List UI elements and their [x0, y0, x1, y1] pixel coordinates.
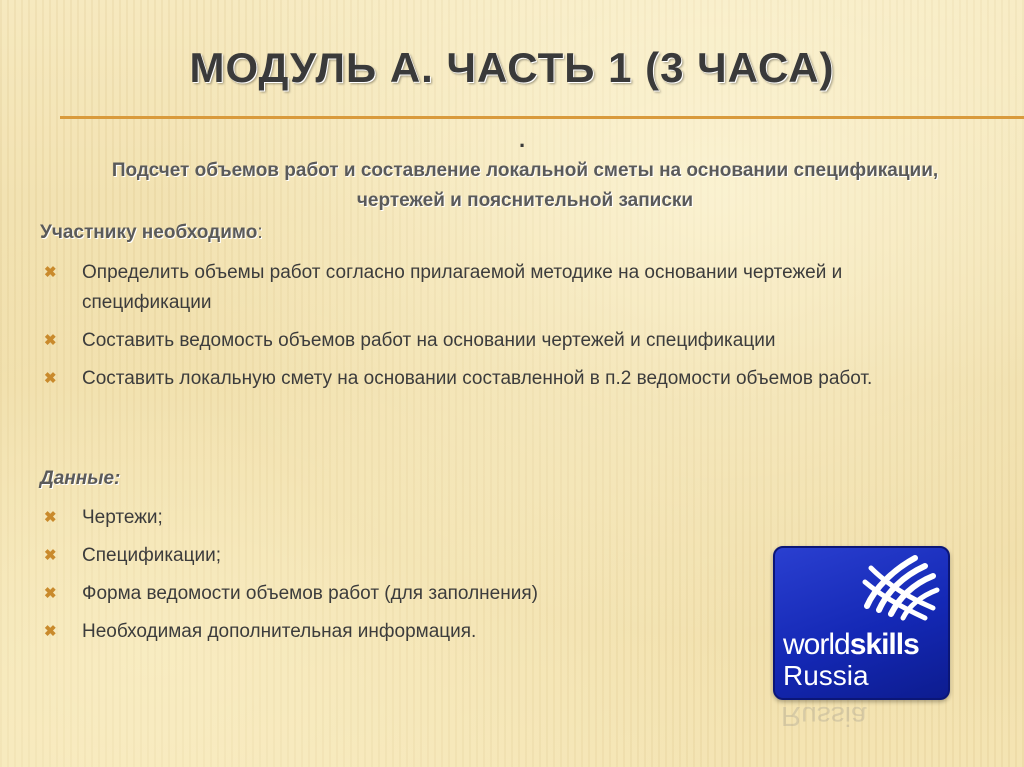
list-item-text: Спецификации;	[82, 545, 222, 566]
list-item-text: Определить объемы работ согласно прилагаемой методике на основании чертежей и спецификации	[82, 262, 843, 313]
list-item-text: Чертежи;	[82, 507, 163, 528]
x-bullet-icon: ✖	[44, 547, 57, 564]
x-bullet-icon: ✖	[44, 585, 57, 602]
logo-reflection	[773, 698, 946, 738]
list-item-text: Необходимая дополнительная информация.	[82, 621, 477, 642]
requirements-label-text: Участнику необходимо	[40, 222, 258, 243]
list-item	[40, 364, 970, 394]
data-label: Данные:	[40, 468, 121, 489]
list-item-text: Составить ведомость объемов работ на основании чертежей и спецификации	[82, 330, 776, 351]
worldskills-swoosh-icon	[775, 548, 948, 638]
worldskills-russia-logo	[773, 546, 950, 700]
list-item	[40, 258, 970, 318]
list-item	[40, 326, 970, 356]
slide-subtitle: Подсчет объемов работ и составление локальной сметы на основании спецификации, чертежей и пояснительной записки	[111, 160, 939, 211]
title-dot: .	[519, 127, 526, 152]
logo-word-skills: skills	[849, 628, 919, 661]
logo-word-russia: Russia	[783, 660, 869, 691]
requirements-label-colon: :	[257, 222, 263, 243]
requirements-list	[40, 258, 970, 402]
logo-word-world: world	[783, 628, 850, 661]
list-item-text: Составить локальную смету на основании составленной в п.2 ведомости объемов работ.	[82, 368, 873, 389]
x-bullet-icon: ✖	[44, 264, 57, 281]
list-item	[40, 579, 740, 609]
list-item-text: Форма ведомости объемов работ (для заполнения)	[82, 583, 538, 604]
requirements-label	[40, 222, 263, 244]
x-bullet-icon: ✖	[44, 332, 57, 349]
slide-title: МОДУЛЬ А. ЧАСТЬ 1 (3 ЧАСА)	[189, 44, 835, 91]
title-underline	[60, 116, 1024, 119]
list-item	[40, 503, 740, 533]
logo-wordmark	[783, 628, 919, 662]
x-bullet-icon: ✖	[44, 509, 57, 526]
logo-reflection-text: Russia	[781, 701, 867, 732]
x-bullet-icon: ✖	[44, 370, 57, 387]
list-item	[40, 541, 740, 571]
list-item	[40, 617, 740, 647]
x-bullet-icon: ✖	[44, 623, 57, 640]
data-list	[40, 503, 740, 655]
